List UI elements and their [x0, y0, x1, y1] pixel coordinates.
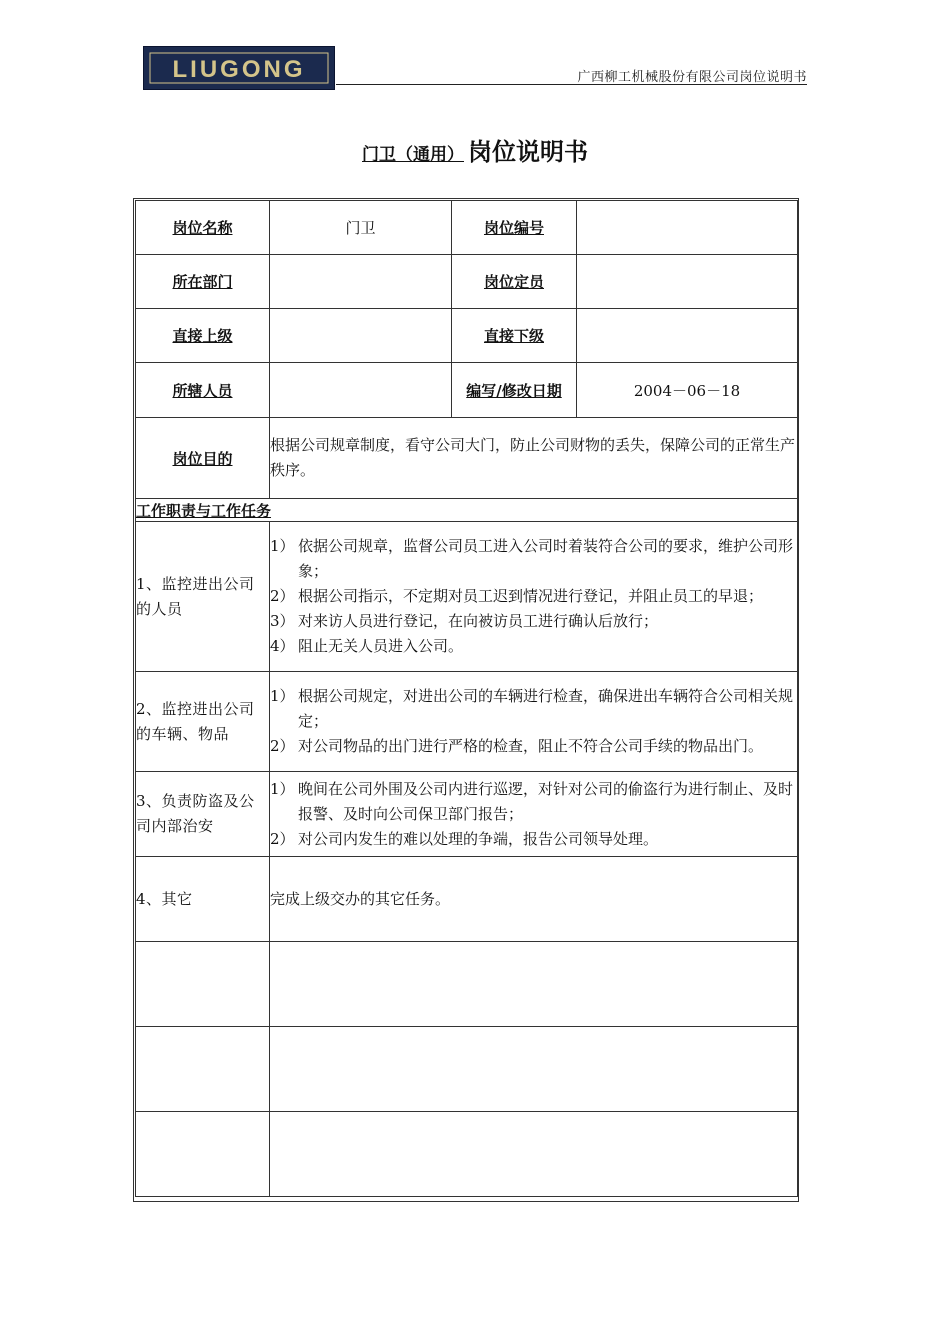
table-row: [136, 201, 798, 255]
job-name-value: 门卫: [270, 201, 452, 255]
managed-label: 所辖人员: [136, 363, 270, 418]
empty-cell: [270, 1027, 798, 1112]
task-item: [270, 777, 797, 827]
superior-value: [270, 309, 452, 363]
duty-tasks: [270, 772, 798, 857]
company-doc-title: 广西柳工机械股份有限公司岗位说明书: [577, 70, 807, 85]
task-text: 依据公司规章，监督公司员工进入公司时着装符合公司的要求，维护公司形象；: [298, 537, 794, 580]
duty-category: 3、负责防盗及公司内部治安: [136, 772, 270, 857]
table-row: [136, 418, 798, 499]
date-value: 2004－06－18: [577, 363, 798, 418]
table-row: [136, 857, 798, 942]
subordinate-label: 直接下级: [452, 309, 577, 363]
table-row: [136, 522, 798, 672]
duty-tasks: [270, 857, 798, 942]
task-text: 对公司物品的出门进行严格的检查，阻止不符合公司手续的物品出门。: [298, 737, 764, 755]
job-code-label: 岗位编号: [452, 201, 577, 255]
task-item: [270, 684, 797, 734]
task-text: 根据公司指示，不定期对员工迟到情况进行登记，并阻止员工的早退；: [298, 587, 764, 605]
task-num: 2）: [270, 587, 295, 605]
task-item: [270, 887, 797, 912]
job-code-value: [577, 201, 798, 255]
task-num: 1）: [270, 537, 295, 555]
duty-category: 1、监控进出公司的人员: [136, 522, 270, 672]
task-text: 阻止无关人员进入公司。: [298, 637, 464, 655]
empty-cell: [270, 1112, 798, 1197]
purpose-label: 岗位目的: [136, 418, 270, 499]
task-num: 2）: [270, 829, 295, 848]
job-description-table: [135, 200, 798, 1197]
duty-tasks: [270, 522, 798, 672]
date-label: 编写/修改日期: [452, 363, 577, 418]
title-position: 门卫（通用）: [362, 145, 464, 165]
job-name-label: 岗位名称: [136, 201, 270, 255]
task-num: 2）: [270, 737, 295, 755]
task-text: 根据公司规定，对进出公司的车辆进行检查，确保进出车辆符合公司相关规定；: [298, 687, 794, 730]
logo-wordmark: LIUGONG: [172, 56, 306, 83]
managed-value: [270, 363, 452, 418]
table-row: [136, 672, 798, 772]
liugong-logo-mark: [144, 47, 334, 89]
task-num: 4）: [270, 637, 295, 655]
task-num: 1）: [270, 779, 295, 798]
duty-category: 2、监控进出公司的车辆、物品: [136, 672, 270, 772]
task-num: 3）: [270, 612, 295, 630]
table-row: [136, 499, 798, 522]
header-divider: [336, 84, 807, 85]
superior-label: 直接上级: [136, 309, 270, 363]
table-row: [136, 1112, 798, 1197]
page-title: [0, 132, 950, 167]
dept-label: 所在部门: [136, 255, 270, 309]
duties-section-title: 工作职责与工作任务: [136, 499, 798, 522]
table-row: [136, 363, 798, 418]
task-num: 1）: [270, 687, 295, 705]
task-text: 完成上级交办的其它任务。: [270, 889, 451, 908]
staffing-label: 岗位定员: [452, 255, 577, 309]
table-row: [136, 772, 798, 857]
dept-value: [270, 255, 452, 309]
empty-cell: [136, 1027, 270, 1112]
task-item: [270, 534, 797, 584]
purpose-text: 根据公司规章制度，看守公司大门，防止公司财物的丢失，保障公司的正常生产秩序。: [270, 418, 798, 499]
task-text: 晚间在公司外围及公司内进行巡逻，对针对公司的偷盗行为进行制止、及时报警、及时向公司保卫部门报告；: [298, 779, 794, 823]
task-item: [270, 634, 797, 659]
table-row: [136, 942, 798, 1027]
table-row: [136, 255, 798, 309]
task-text: 对公司内发生的难以处理的争端，报告公司领导处理。: [298, 829, 659, 848]
duty-tasks: [270, 672, 798, 772]
task-item: [270, 584, 797, 609]
empty-cell: [270, 942, 798, 1027]
duty-category: 4、其它: [136, 857, 270, 942]
liugong-logo: [143, 46, 335, 90]
title-suffix: 岗位说明书: [468, 138, 588, 166]
task-item: [270, 734, 797, 759]
task-item: [270, 827, 797, 852]
subordinate-value: [577, 309, 798, 363]
empty-cell: [136, 942, 270, 1027]
staffing-value: [577, 255, 798, 309]
empty-cell: [136, 1112, 270, 1197]
table-row: [136, 309, 798, 363]
task-item: [270, 609, 797, 634]
task-text: 对来访人员进行登记，在向被访员工进行确认后放行；: [298, 612, 659, 630]
table-row: [136, 1027, 798, 1112]
